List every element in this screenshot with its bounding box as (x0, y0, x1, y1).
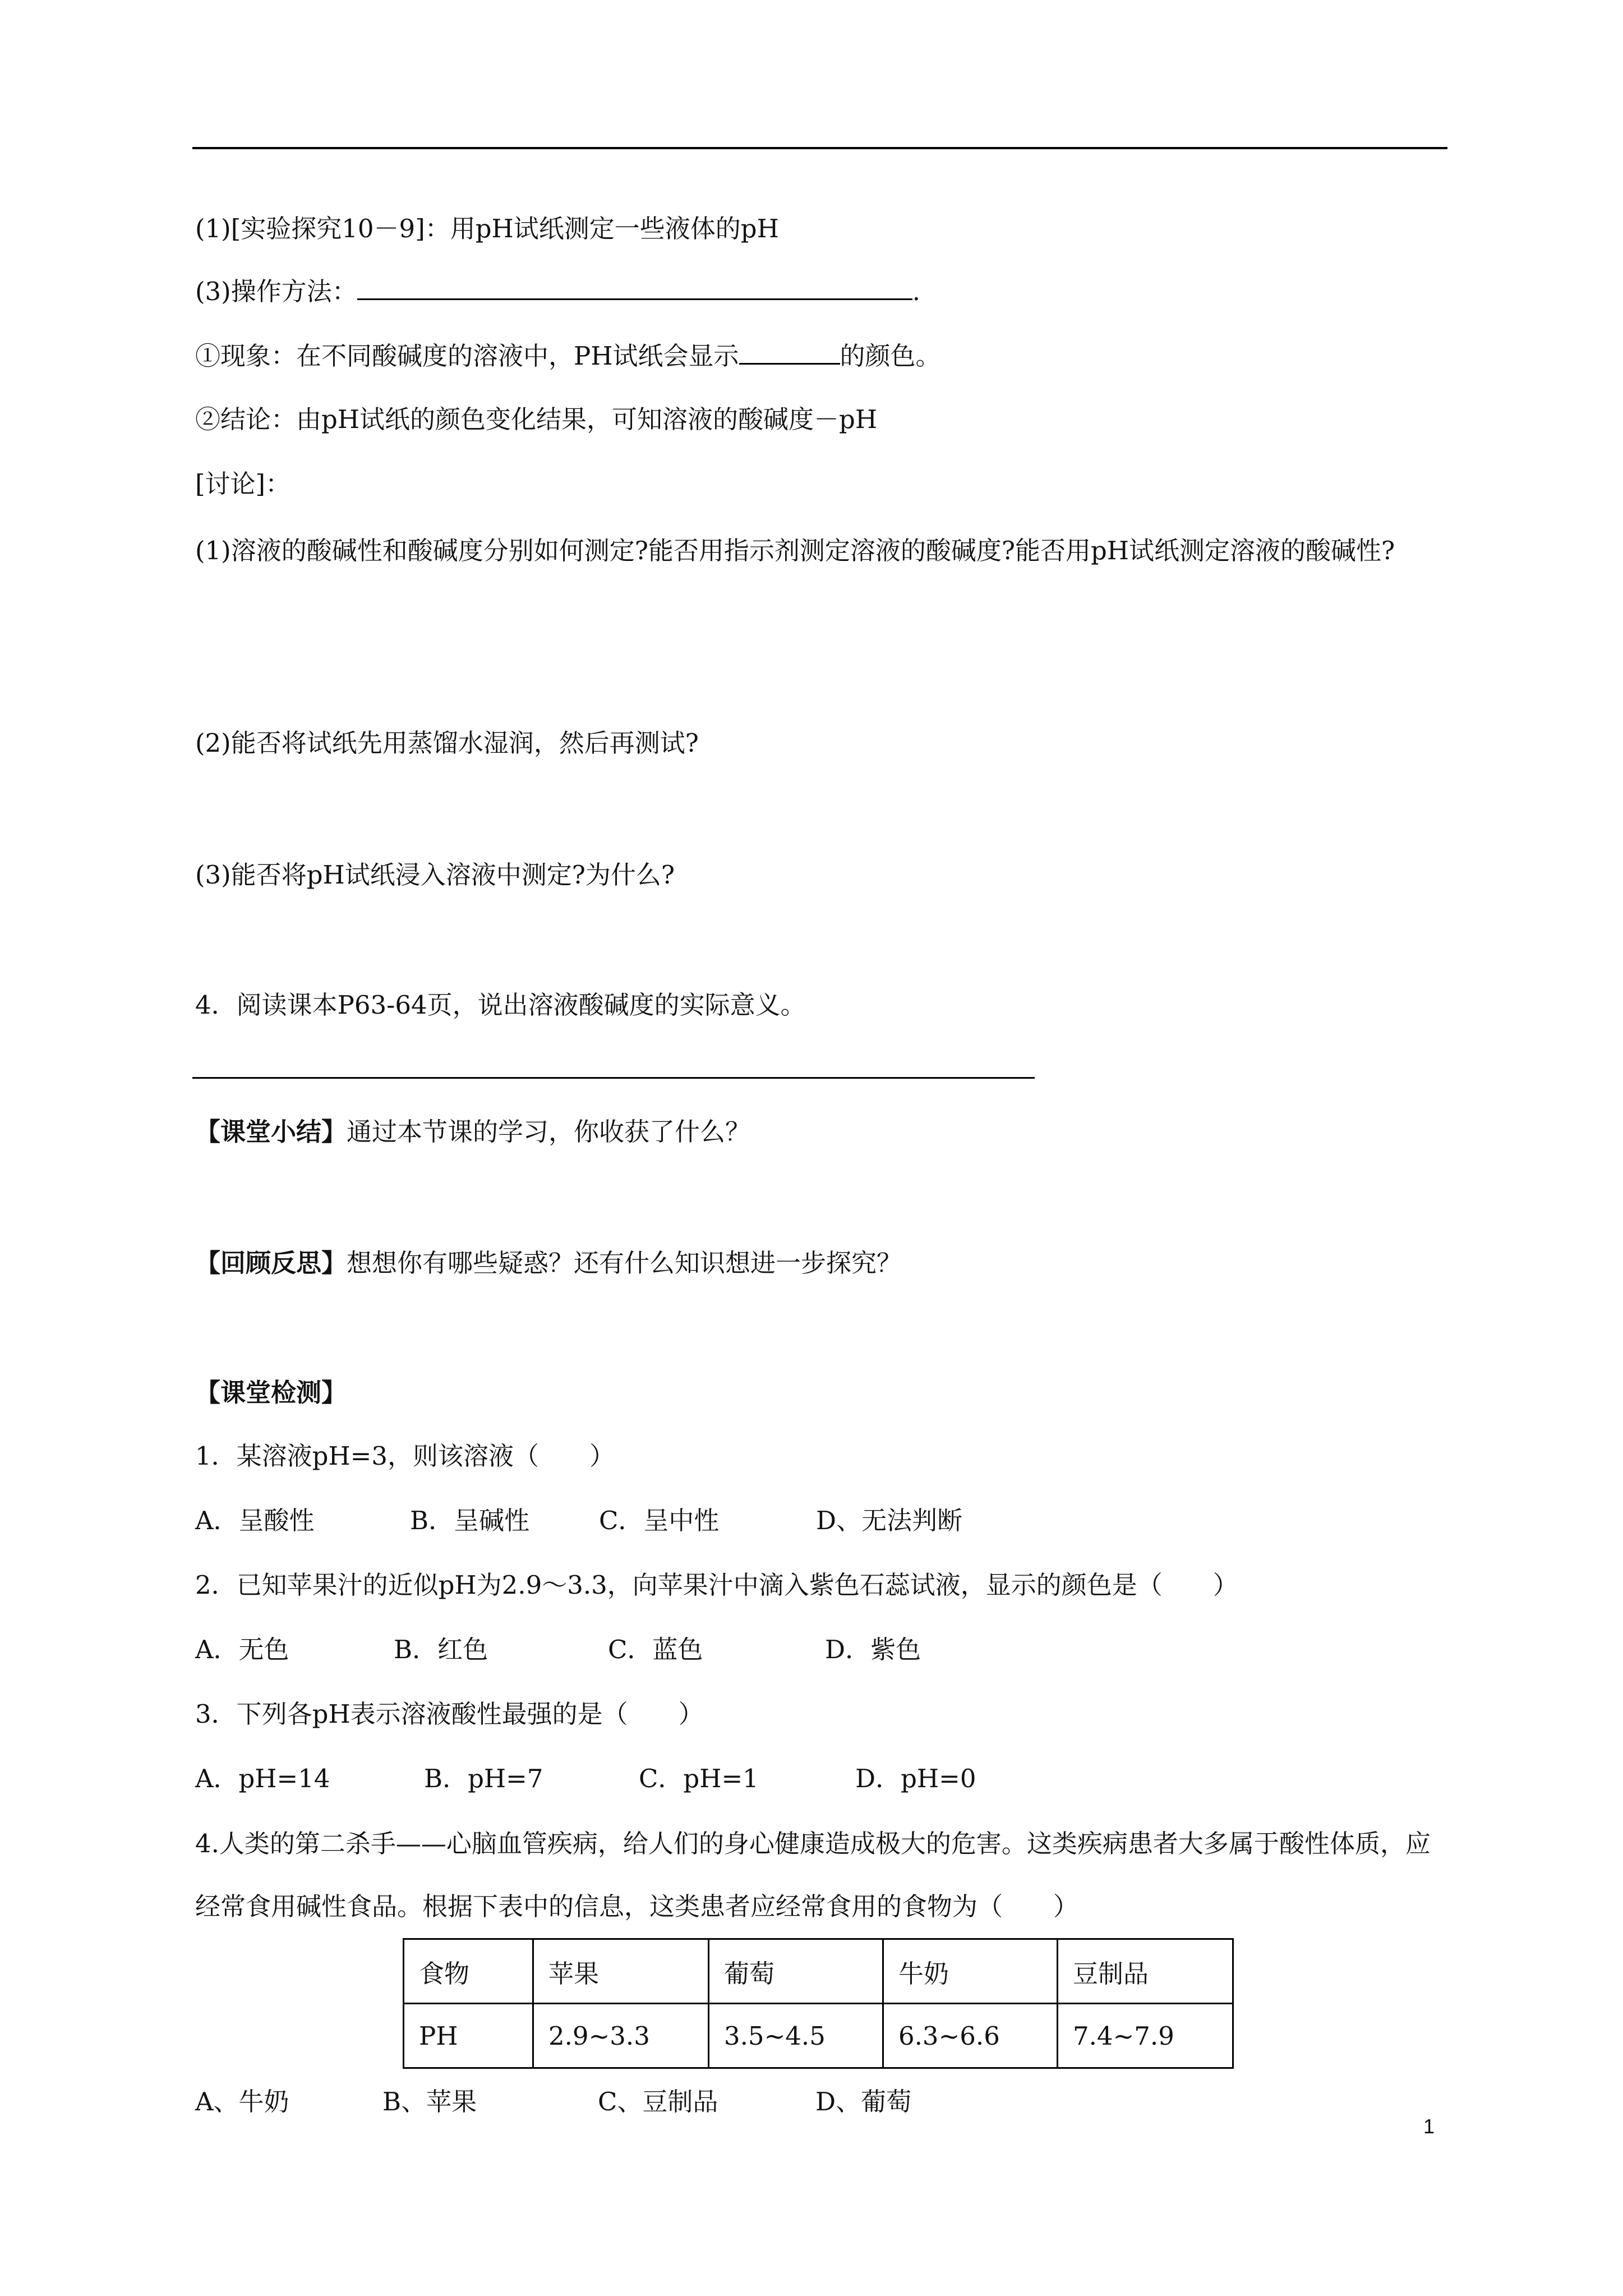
review-reflection (195, 1246, 902, 1280)
question-4: 4.人类的第二杀手——心脑血管疾病，给人们的身心健康造成极大的危害。这类疾病患者大多属于酸性体质，应经常食用碱性食品。根据下表中的信息，这类患者应经常食用的食物为（ ） (195, 1829, 1431, 1921)
class-summary (195, 1115, 750, 1149)
q4-option-a[interactable]: A、牛奶 (195, 2087, 289, 2116)
conclusion-line: ②结论：由pH试纸的颜色变化结果，可知溶液的酸碱度－pH (195, 404, 878, 434)
q2-option-b[interactable]: B．红色 (394, 1635, 488, 1664)
question-2-options (195, 1633, 921, 1667)
table-cell: 6.3~6.6 (883, 2004, 1058, 2068)
q3-option-d[interactable]: D．pH=0 (855, 1764, 976, 1793)
table-cell: 7.4~7.9 (1058, 2004, 1233, 2068)
table-row (404, 2004, 1233, 2068)
experiment-heading: (1)[实验探究10－9]：用pH试纸测定一些液体的pH (195, 214, 779, 243)
table-cell: 苹果 (533, 1939, 709, 2004)
q2-option-c[interactable]: C．蓝色 (608, 1635, 703, 1664)
page-number: 1 (1423, 2115, 1435, 2138)
phenomenon-blank[interactable] (739, 338, 840, 365)
question-3-options (195, 1762, 976, 1796)
q4-option-b[interactable]: B、苹果 (382, 2087, 477, 2116)
question-2: 2．已知苹果汁的近似pH为2.9～3.3，向苹果汁中滴入紫色石蕊试液，显示的颜色是（ ） (195, 1570, 1238, 1600)
table-cell: 2.9~3.3 (533, 2004, 709, 2068)
table-cell: 食物 (404, 1939, 533, 2004)
q1-option-d[interactable]: D、无法判断 (816, 1506, 963, 1535)
phenomenon-suffix: 的颜色。 (840, 341, 941, 371)
q2-option-d[interactable]: D．紫色 (825, 1635, 921, 1664)
q3-option-a[interactable]: A．pH=14 (195, 1764, 330, 1793)
discussion-q3: (3)能否将pH试纸浸入溶液中测定?为什么? (195, 860, 675, 890)
food-ph-table (403, 1938, 1234, 2069)
q4-option-d[interactable]: D、葡萄 (815, 2087, 912, 2116)
q1-option-c[interactable]: C．呈中性 (599, 1506, 720, 1535)
reflection-label: 【回顾反思】 (195, 1248, 347, 1278)
discussion-q1: (1)溶液的酸碱性和酸碱度分别如何测定?能否用指示剂测定溶液的酸碱度?能否用pH试纸测定溶液的酸碱性? (195, 536, 1395, 565)
class-test-heading: 【课堂检测】 (195, 1378, 347, 1407)
q1-option-a[interactable]: A．呈酸性 (195, 1506, 315, 1535)
method-blank[interactable] (357, 274, 912, 300)
answer-line (192, 1077, 1035, 1079)
table-cell: 豆制品 (1058, 1939, 1233, 2004)
phenomenon-label: ①现象：在不同酸碱度的溶液中，PH试纸会显示 (195, 341, 739, 371)
phenomenon-line (195, 338, 941, 373)
discussion-heading: [讨论]： (195, 469, 291, 499)
summary-text: 通过本节课的学习，你收获了什么？ (347, 1117, 751, 1147)
table-cell: 牛奶 (883, 1939, 1058, 2004)
reflection-text: 想想你有哪些疑惑？还有什么知识想进一步探究？ (347, 1248, 902, 1278)
q3-option-b[interactable]: B．pH=7 (424, 1764, 543, 1793)
method-label: (3)操作方法： (195, 277, 357, 306)
q3-option-c[interactable]: C．pH=1 (639, 1764, 759, 1793)
table-cell: PH (404, 2004, 533, 2068)
header-rule (192, 147, 1447, 149)
table-row (404, 1939, 1233, 2004)
question-1-options (195, 1504, 962, 1538)
method-suffix: . (912, 277, 921, 306)
question-1: 1．某溶液pH=3，则该溶液（ ） (195, 1441, 615, 1471)
summary-label: 【课堂小结】 (195, 1117, 347, 1147)
q4-option-c[interactable]: C、豆制品 (598, 2087, 718, 2116)
question-4-options (195, 2085, 911, 2119)
method-line (195, 274, 920, 309)
discussion-q2: (2)能否将试纸先用蒸馏水湿润，然后再测试? (195, 728, 699, 758)
question-3: 3．下列各pH表示溶液酸性最强的是（ ） (195, 1699, 704, 1729)
table-cell: 3.5~4.5 (709, 2004, 883, 2068)
q2-option-a[interactable]: A．无色 (195, 1635, 289, 1664)
table-cell: 葡萄 (709, 1939, 883, 2004)
reading-task: 4．阅读课本P63-64页，说出溶液酸碱度的实际意义。 (195, 990, 806, 1020)
q1-option-b[interactable]: B．呈碱性 (410, 1506, 530, 1535)
